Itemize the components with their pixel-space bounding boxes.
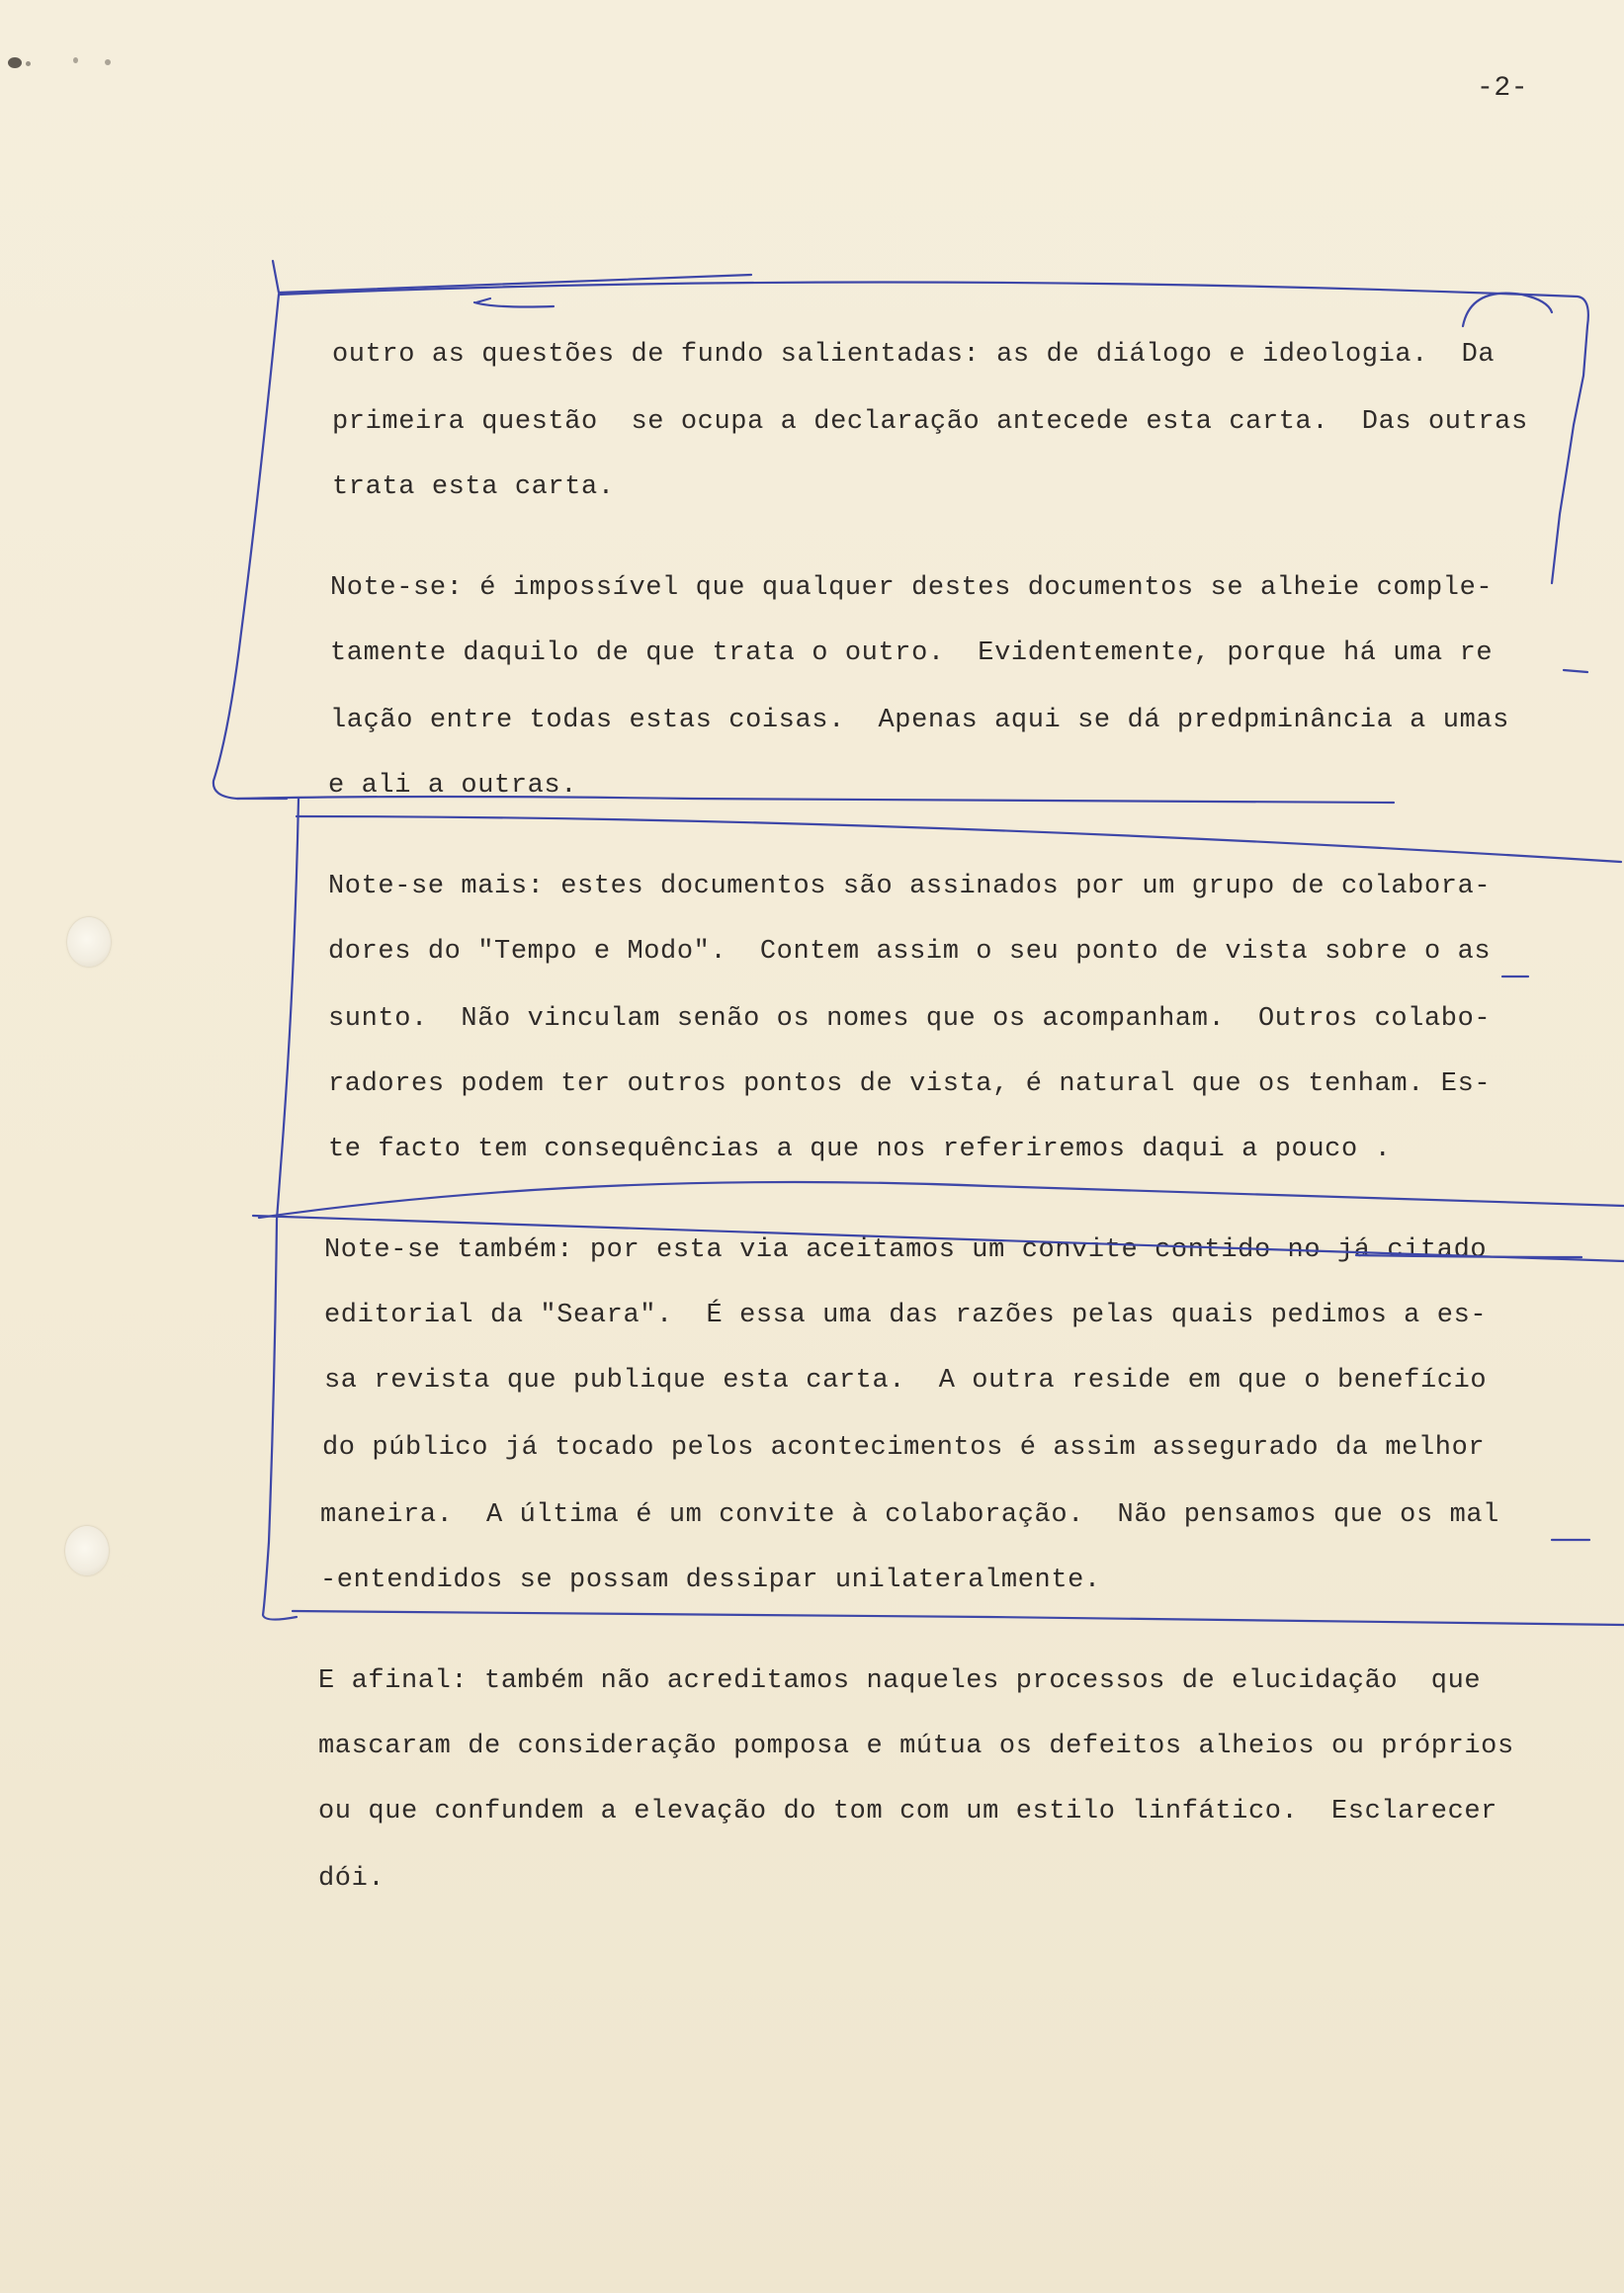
text-line: dói. xyxy=(318,1864,385,1894)
text-line: te facto tem consequências a que nos referiremos daqui a pouco . xyxy=(328,1135,1392,1164)
pen-arrow-top xyxy=(474,298,554,307)
text-line: tamente daquilo de que trata o outro. Evidentemente, porque há uma re xyxy=(330,638,1494,668)
text-line: dores do "Tempo e Modo". Contem assim o seu ponto de vista sobre o as xyxy=(328,937,1492,967)
pen-curl-right xyxy=(1463,294,1552,326)
text-line: -entendidos se possam dessipar unilateralmente. xyxy=(320,1566,1101,1595)
text-line: primeira questão se ocupa a declaração antecede esta carta. Das outras xyxy=(332,407,1528,437)
text-line: Note-se mais: estes documentos são assinados por um grupo de colabora- xyxy=(328,872,1492,901)
ink-smudge xyxy=(105,59,111,65)
text-line: E afinal: também não acreditamos naqueles processos de elucidação que xyxy=(318,1666,1482,1696)
text-line: lação entre todas estas coisas. Apenas aqui se dá predpminância a umas xyxy=(330,706,1509,735)
pen-bracket-box-1-left xyxy=(214,295,287,799)
text-line: outro as questões de fundo salientadas: as de diálogo e ideologia. Da xyxy=(332,340,1496,370)
pen-bracket-box-1 xyxy=(273,261,751,293)
text-line: maneira. A última é um convite à colaboração. Não pensamos que os mal xyxy=(320,1500,1499,1530)
pen-underline-box-3 xyxy=(293,1611,1624,1625)
ink-smudge xyxy=(8,57,22,68)
text-line: radores podem ter outros pontos de vista, é natural que os tenham. Es- xyxy=(328,1069,1492,1099)
text-line: Note-se também: por esta via aceitamos um convite contido no já citado xyxy=(324,1235,1488,1265)
ink-smudge xyxy=(73,57,78,63)
pen-bracket-box-2-left xyxy=(277,799,299,1220)
punch-hole-bottom xyxy=(65,1526,109,1575)
page-number: -2- xyxy=(1477,73,1529,104)
ink-smudge xyxy=(26,61,31,66)
pen-bracket-box-3-left xyxy=(263,1220,297,1620)
text-line: sunto. Não vinculam senão os nomes que os acompanham. Outros colabo- xyxy=(328,1004,1492,1034)
text-line: do público já tocado pelos acontecimentos é assim assegurado da melhor xyxy=(322,1433,1486,1463)
punch-hole-top xyxy=(67,917,111,967)
text-line: trata esta carta. xyxy=(332,472,615,502)
text-line: Note-se: é impossível que qualquer destes documentos se alheie comple- xyxy=(330,573,1494,603)
pen-bracket-box-2-top xyxy=(297,816,1621,862)
pen-underline-re xyxy=(1564,670,1587,672)
pen-bracket-box-2-bottom xyxy=(259,1182,1624,1218)
text-line: ou que confundem a elevação do tom com um estilo linfático. Esclarecer xyxy=(318,1797,1497,1826)
text-line: editorial da "Seara". É essa uma das razões pelas quais pedimos a es- xyxy=(324,1301,1488,1330)
text-line: mascaram de consideração pomposa e mútua os defeitos alheios ou próprios xyxy=(318,1732,1514,1761)
text-line: e ali a outras. xyxy=(328,771,578,801)
text-line: sa revista que publique esta carta. A outra reside em que o benefício xyxy=(324,1366,1488,1396)
